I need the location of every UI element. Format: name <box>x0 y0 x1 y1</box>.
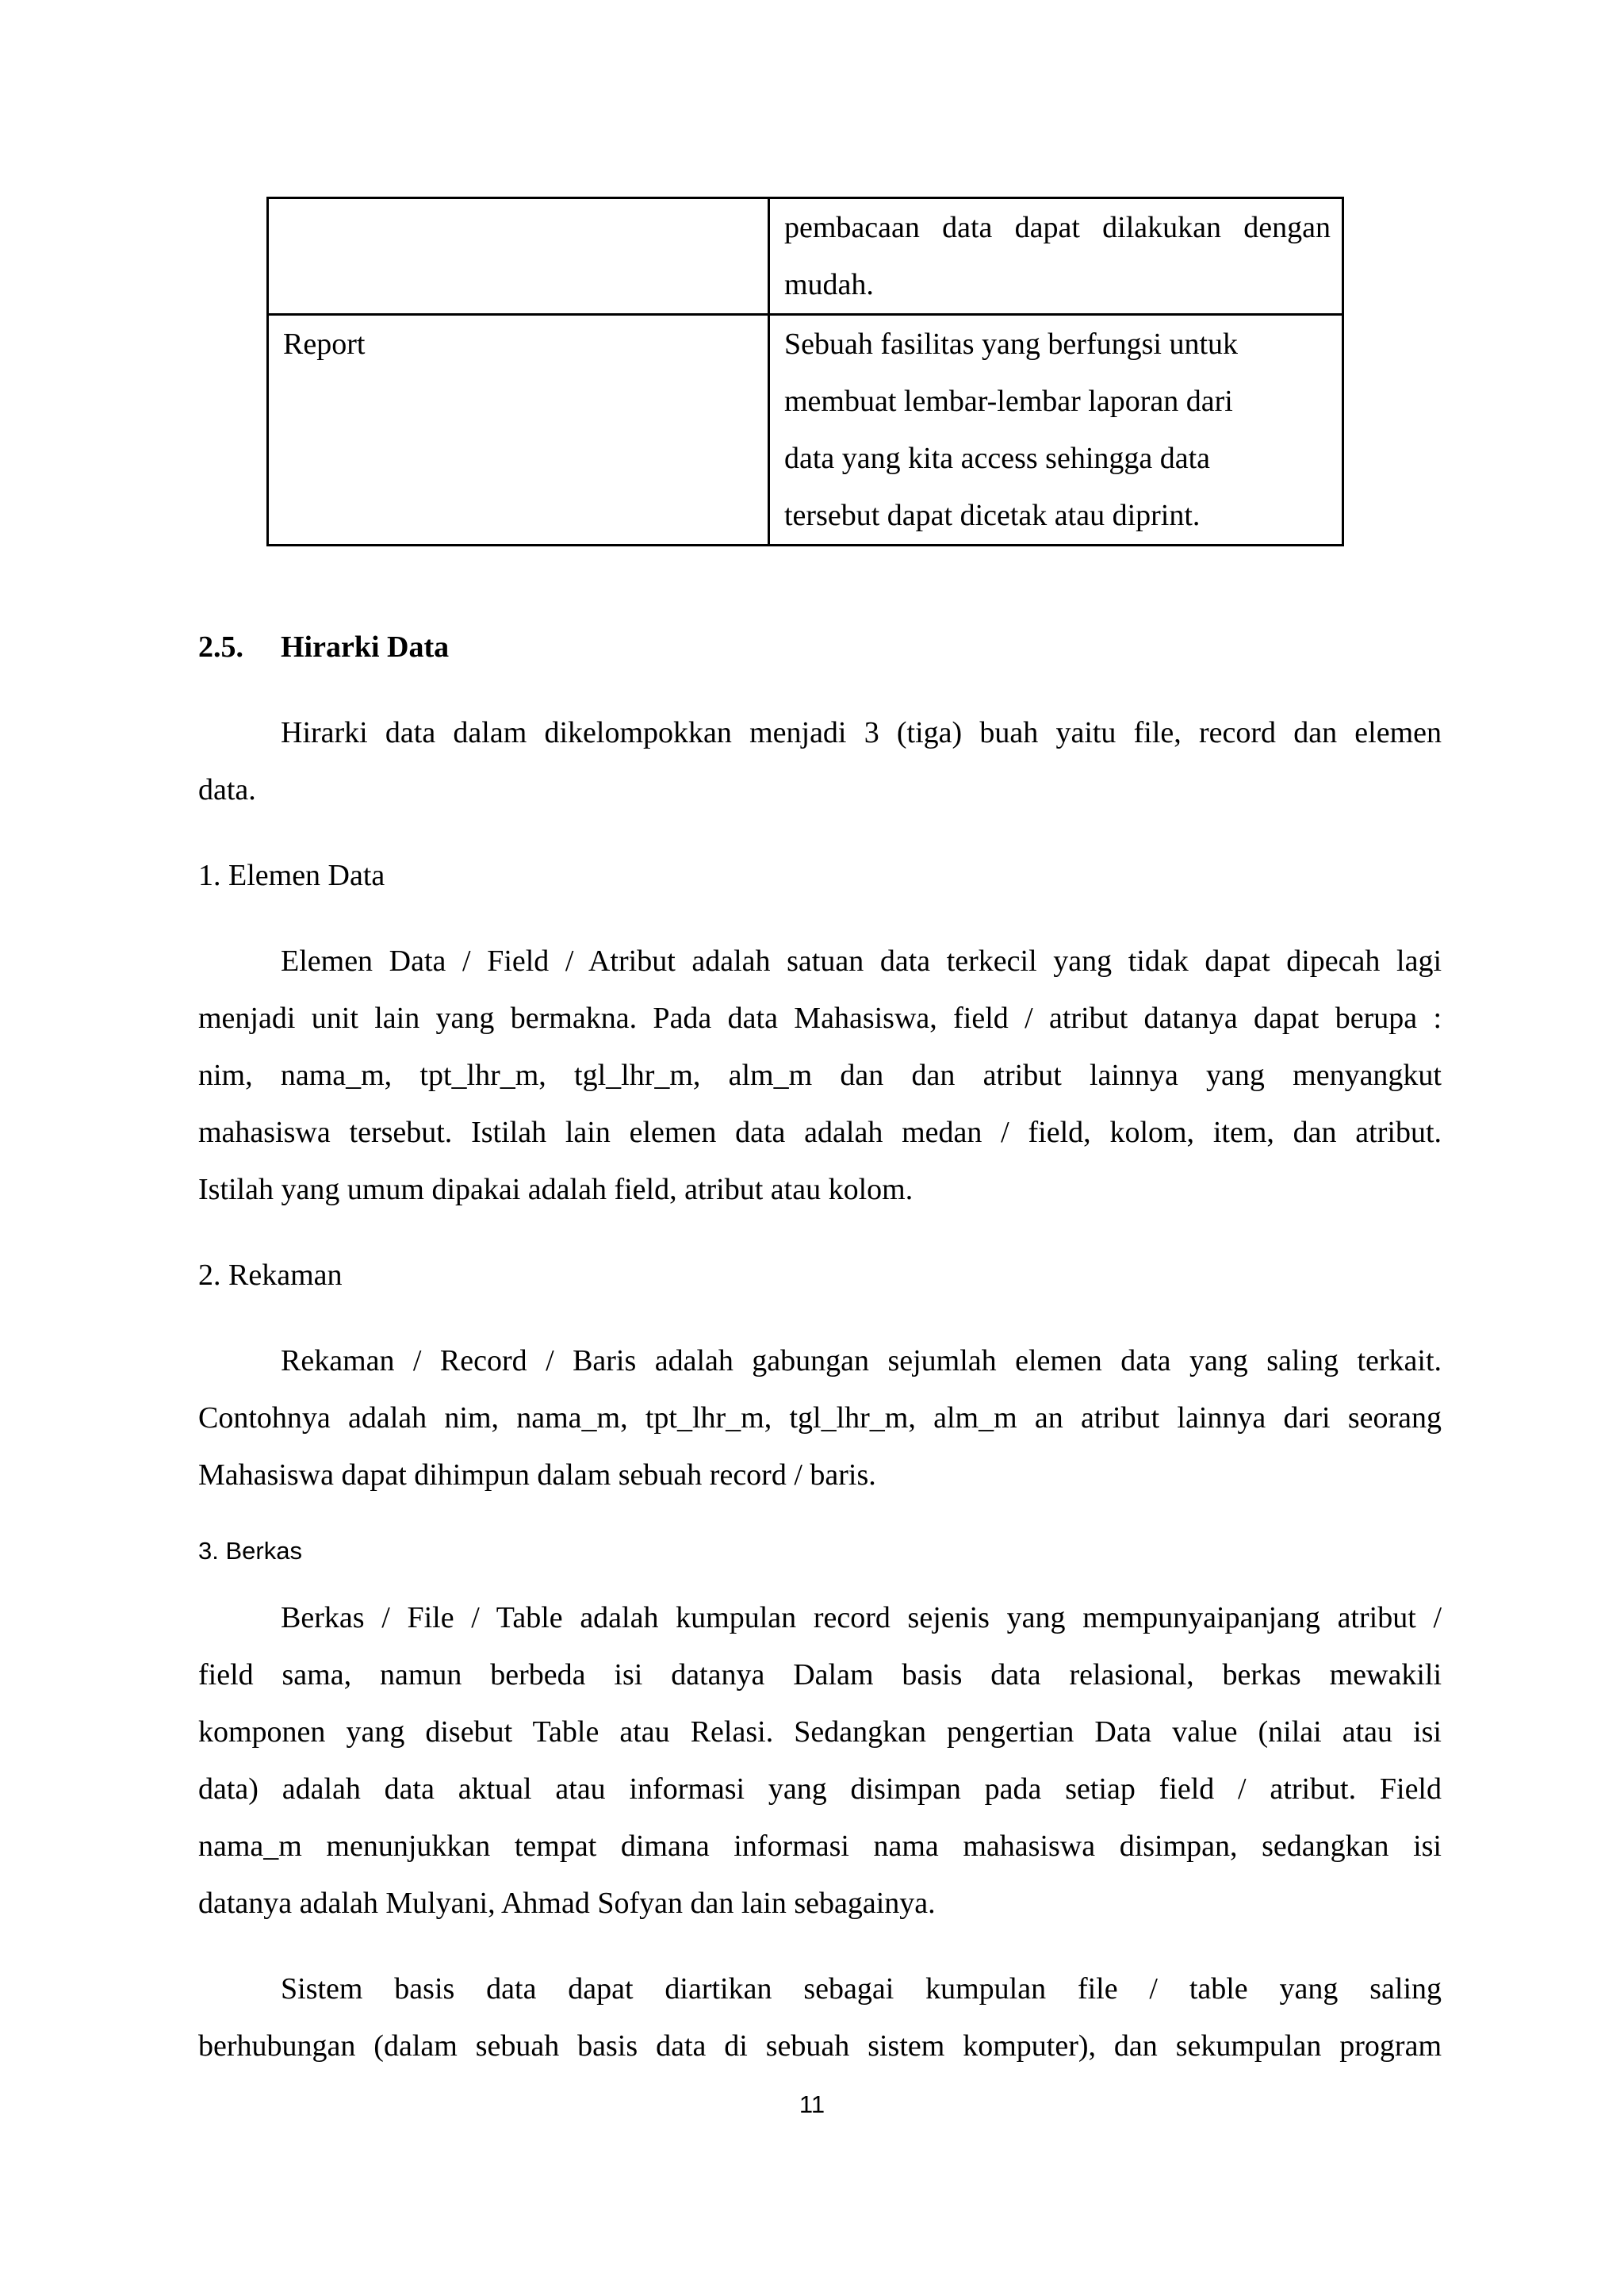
section-title: Hirarki Data <box>281 630 450 664</box>
paragraph-line: Rekaman / Record / Baris adalah gabungan sejumlah elemen data yang saling terkait. <box>281 1344 1442 1377</box>
paragraph-line: komponen yang disebut Table atau Relasi. Sedangkan pengertian Data value (nilai atau isi <box>198 1715 1442 1749</box>
paragraph-line: nim, nama_m, tpt_lhr_m, tgl_lhr_m, alm_m dan dan atribut lainnya yang menyangkut <box>198 1059 1442 1092</box>
table-row <box>268 315 1343 546</box>
page-number: 11 <box>799 2090 825 2118</box>
paragraph-line: Mahasiswa dapat dihimpun dalam sebuah record / baris. <box>198 1458 876 1492</box>
table-definition-cell <box>769 198 1343 315</box>
subsection-heading: 1. Elemen Data <box>198 859 385 892</box>
subsection-heading: 2. Rekaman <box>198 1259 343 1292</box>
paragraph-line: Elemen Data / Field / Atribut adalah satuan data terkecil yang tidak dapat dipecah lagi <box>281 944 1442 978</box>
table-row <box>268 198 1343 315</box>
paragraph-line: datanya adalah Mulyani, Ahmad Sofyan dan lain sebagainya. <box>198 1887 936 1920</box>
paragraph-line: field sama, namun berbeda isi datanya Dalam basis data relasional, berkas mewakili <box>198 1658 1442 1692</box>
paragraph-line: data. <box>198 773 256 807</box>
subsection-heading: 3. Berkas <box>198 1537 302 1565</box>
paragraph-line: menjadi unit lain yang bermakna. Pada data Mahasiswa, field / atribut datanya dapat berupa : <box>198 1002 1442 1035</box>
paragraph-line: mahasiswa tersebut. Istilah lain elemen data adalah medan / field, kolom, item, dan atribut. <box>198 1116 1442 1149</box>
paragraph-line: berhubungan (dalam sebuah basis data di sebuah sistem komputer), dan sekumpulan program <box>198 2029 1442 2063</box>
definition-table <box>266 197 1344 546</box>
definition-line: mudah. <box>784 268 874 301</box>
definition-line: data yang kita access sehingga data <box>784 442 1211 475</box>
paragraph-line: Sistem basis data dapat diartikan sebagai kumpulan file / table yang saling <box>281 1972 1442 2006</box>
table-definition-cell <box>769 315 1343 546</box>
paragraph-line: nama_m menunjukkan tempat dimana informasi nama mahasiswa disimpan, sedangkan isi <box>198 1829 1442 1863</box>
table-term-cell: Report <box>268 315 769 546</box>
paragraph-line: Hirarki data dalam dikelompokkan menjadi 3 (tiga) buah yaitu file, record dan elemen <box>281 716 1442 749</box>
paragraph-line: data) adalah data aktual atau informasi yang disimpan pada setiap field / atribut. Field <box>198 1772 1442 1806</box>
table-term-cell <box>268 198 769 315</box>
definition-line: Sebuah fasilitas yang berfungsi untuk <box>784 328 1239 361</box>
definition-line: pembacaan data dapat dilakukan dengan <box>784 211 1331 244</box>
definition-line: membuat lembar-lembar laporan dari <box>784 385 1233 418</box>
paragraph-line: Istilah yang umum dipakai adalah field, atribut atau kolom. <box>198 1173 914 1206</box>
section-number: 2.5. <box>198 630 243 664</box>
definition-line: tersebut dapat dicetak atau diprint. <box>784 499 1201 532</box>
paragraph-line: Contohnya adalah nim, nama_m, tpt_lhr_m, tgl_lhr_m, alm_m an atribut lainnya dari seorang <box>198 1401 1442 1435</box>
paragraph-line: Berkas / File / Table adalah kumpulan record sejenis yang mempunyaipanjang atribut / <box>281 1601 1442 1634</box>
